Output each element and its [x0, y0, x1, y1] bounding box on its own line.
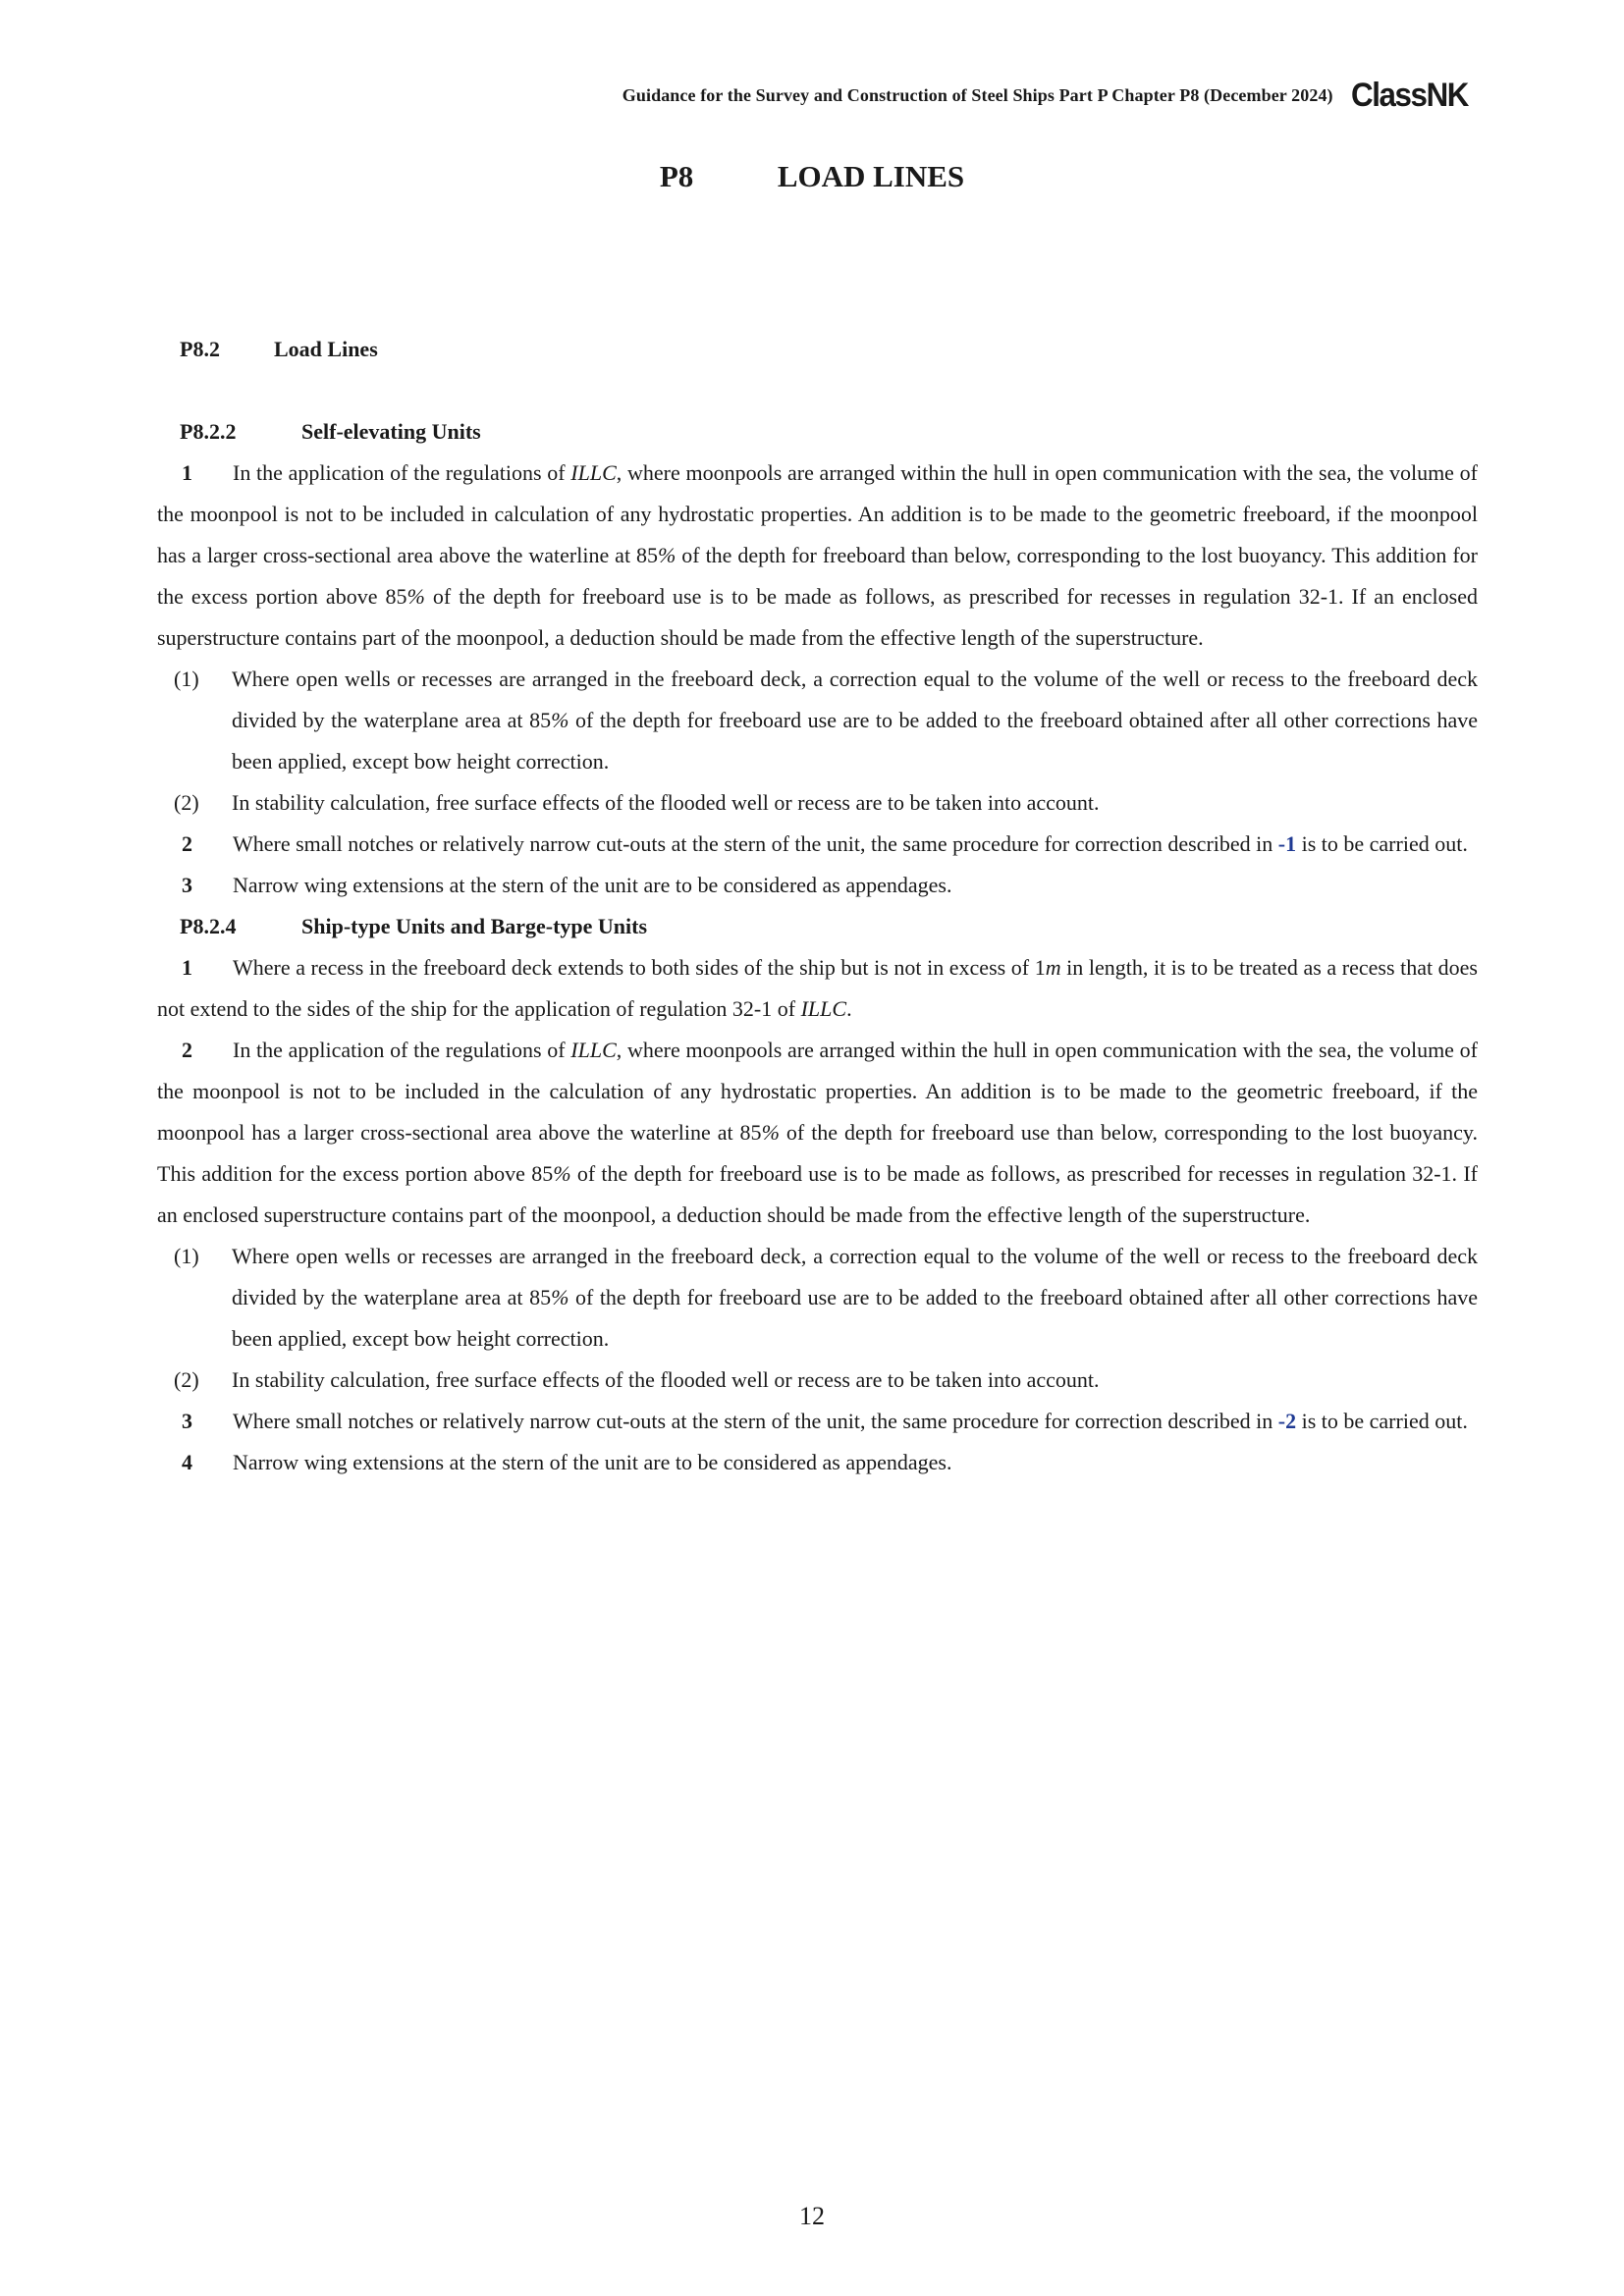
list-item-p824-1: (1) Where open wells or recesses are arranged in the freeboard deck, a correction equal to the volume of the well or recess to the freeboard deck divided by the waterplane area at 85% of the depth for freeboard use are to be added to the freeboard obtained after all other corrections have been applied, except bow height correction.: [157, 1236, 1478, 1360]
paragraph-number: 3: [182, 1409, 192, 1433]
section-number: P8.2: [180, 337, 220, 361]
paragraph-number: 4: [182, 1450, 192, 1474]
illc-term: ILLC: [570, 460, 617, 485]
subsection-title: Ship-type Units and Barge-type Units: [301, 914, 648, 938]
paragraph-p822-1: 1 In the application of the regulations of ILLC, where moonpools are arranged within the hull in open communication with the sea, the volume of the moonpool is not to be included in calculation of any hydrostatic properties. An addition is to be made to the geometric freeboard, if the moonpool has a larger cross-sectional area above the waterline at 85% of the depth for freeboard than below, corresponding to the lost buoyancy. This addition for the excess portion above 85% of the depth for freeboard use is to be made as follows, as prescribed for recesses in regulation 32-1. If an enclosed superstructure contains part of the moonpool, a deduction should be made from the effective length of the superstructure.: [157, 453, 1478, 659]
subsection-title: Self-elevating Units: [301, 419, 481, 444]
paragraph-number: 1: [182, 460, 192, 485]
paragraph-number: 2: [182, 1038, 192, 1062]
cross-reference-link[interactable]: -1: [1277, 831, 1297, 856]
subsection-number: P8.2.2: [180, 419, 237, 444]
list-item-p824-2: (2) In stability calculation, free surface effects of the flooded well or recess are to be taken into account.: [157, 1360, 1478, 1401]
paragraph-p824-4: 4 Narrow wing extensions at the stern of the unit are to be considered as appendages.: [157, 1442, 1478, 1483]
unit-symbol: m: [1045, 955, 1061, 980]
running-header: [157, 79, 1478, 112]
paragraph-number: 2: [182, 831, 192, 856]
list-marker: (2): [174, 790, 199, 815]
subsection-number: P8.2.4: [180, 914, 237, 938]
list-item-p822-2: (2) In stability calculation, free surface effects of the flooded well or recess are to be taken into account.: [157, 782, 1478, 824]
classnk-logo: ClassNK: [1350, 77, 1468, 114]
list-marker: (1): [174, 667, 199, 691]
illc-term: ILLC: [570, 1038, 617, 1062]
chapter-number: P8: [659, 159, 694, 193]
paragraph-number: 1: [182, 955, 192, 980]
cross-reference-link[interactable]: -2: [1277, 1409, 1297, 1433]
list-item-p822-1: (1) Where open wells or recesses are arranged in the freeboard deck, a correction equal to the volume of the well or recess to the freeboard deck divided by the waterplane area at 85% of the depth for freeboard use are to be added to the freeboard obtained after all other corrections have been applied, except bow height correction.: [157, 659, 1478, 782]
section-heading: [157, 329, 1478, 370]
section-title: Load Lines: [274, 337, 378, 361]
subsection-heading-p824: [157, 906, 1478, 947]
paragraph-p822-2: 2 Where small notches or relatively narrow cut-outs at the stern of the unit, the same procedure for correction described in -1 is to be carried out.: [157, 824, 1478, 865]
paragraph-p824-3: 3 Where small notches or relatively narrow cut-outs at the stern of the unit, the same procedure for correction described in -2 is to be carried out.: [157, 1401, 1478, 1442]
paragraph-p822-3: 3 Narrow wing extensions at the stern of the unit are to be considered as appendages.: [157, 865, 1478, 906]
list-marker: (2): [174, 1367, 199, 1392]
subsection-heading-p822: [157, 411, 1478, 453]
chapter-title: [0, 159, 1624, 194]
chapter-name: LOAD LINES: [777, 159, 965, 193]
paragraph-number: 3: [182, 873, 192, 897]
paragraph-p824-2: 2 In the application of the regulations of ILLC, where moonpools are arranged within the hull in open communication with the sea, the volume of the moonpool is not to be included in the calculation of any hydrostatic properties. An addition is to be made to the geometric freeboard, if the moonpool has a larger cross-sectional area above the waterline at 85% of the depth for freeboard use than below, corresponding to the lost buoyancy. This addition for the excess portion above 85% of the depth for freeboard use is to be made as follows, as prescribed for recesses in regulation 32-1. If an enclosed superstructure contains part of the moonpool, a deduction should be made from the effective length of the superstructure.: [157, 1030, 1478, 1236]
paragraph-p824-1: 1 Where a recess in the freeboard deck extends to both sides of the ship but is not in excess of 1m in length, it is to be treated as a recess that does not extend to the sides of the ship for the application of regulation 32-1 of ILLC.: [157, 947, 1478, 1030]
list-marker: (1): [174, 1244, 199, 1268]
document-body: [157, 329, 1478, 1483]
running-header-title: Guidance for the Survey and Construction of Steel Ships Part P Chapter P8 (December 2024): [622, 84, 1333, 105]
page-number: 12: [799, 2202, 825, 2230]
illc-term: ILLC: [800, 996, 847, 1021]
